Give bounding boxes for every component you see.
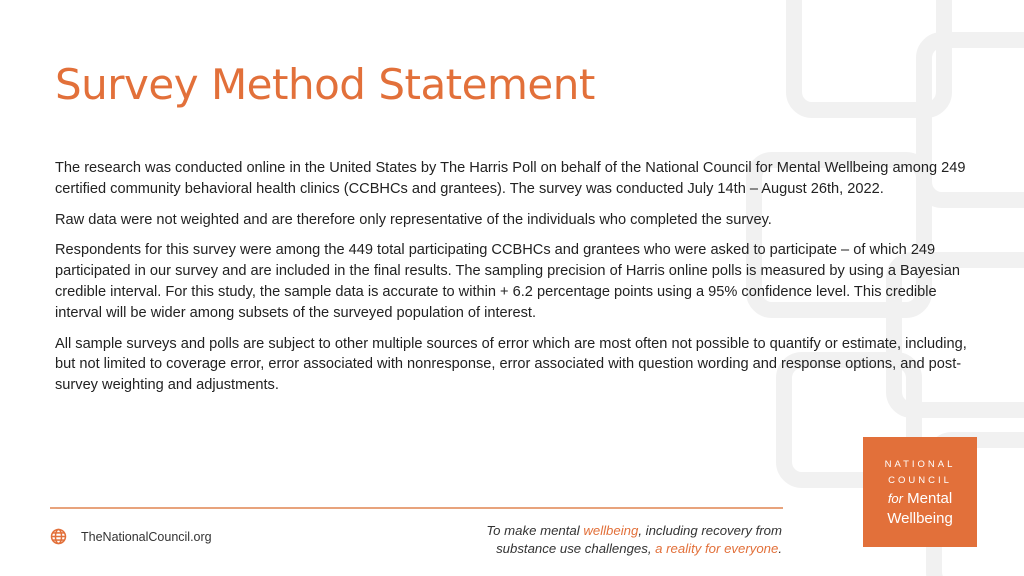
logo-line-council: COUNCIL [888, 475, 952, 486]
slide-title: Survey Method Statement [55, 60, 595, 109]
logo-line-for-mental [863, 489, 977, 509]
national-council-logo [863, 437, 977, 547]
footer-divider [50, 507, 783, 509]
tagline-highlight-reality: a reality for everyone [655, 541, 779, 556]
tagline-line-1 [486, 522, 782, 540]
website-link[interactable]: TheNationalCouncil.org [81, 529, 212, 544]
tagline-text: . [778, 541, 782, 556]
logo-for: for [887, 491, 903, 506]
globe-icon [50, 528, 67, 545]
logo-mental: Mental [907, 490, 953, 507]
paragraph-error-sources: All sample surveys and polls are subject to other multiple sources of error which are most often not possible to quantify or estimate, including, but not limited to coverage error, error associated with nonresponse, error associated with question wording and response options, and post-survey weighting and adjustments. [55, 335, 967, 394]
method-statement-body [55, 158, 975, 406]
paragraph-research: The research was conducted online in the United States by The Harris Poll on behalf of the National Council for Mental Wellbeing among 249 certified community behavioral health clinics (CCBHCs and grantees). The survey was conducted July 14th – August 26th, 2022. [55, 160, 966, 197]
footer-tagline [486, 522, 782, 558]
logo-line-wellbeing: Wellbeing [887, 510, 953, 527]
paragraph-raw-data: Raw data were not weighted and are therefore only representative of the individuals who completed the survey. [55, 211, 772, 228]
tagline-text: To make mental [486, 523, 584, 538]
tagline-line-2 [486, 540, 782, 558]
tagline-highlight-wellbeing: wellbeing [583, 523, 639, 538]
logo-line-national: NATIONAL [884, 459, 956, 470]
tagline-text: substance use challenges, [496, 541, 656, 556]
footer-website[interactable] [50, 528, 212, 545]
paragraph-respondents: Respondents for this survey were among the 449 total participating CCBHCs and grantees who were asked to participate – of which 249 participated in our survey and are included in the final results. The sampling precision of Harris online polls is measured by using a Bayesian credible interval. For this study, the sample data is accurate to within + 6.2 percentage points using a 95% confidence level. This credible interval will be wider among subsets of the surveyed population of interest. [55, 242, 961, 321]
tagline-text: , including recovery from [638, 523, 782, 538]
